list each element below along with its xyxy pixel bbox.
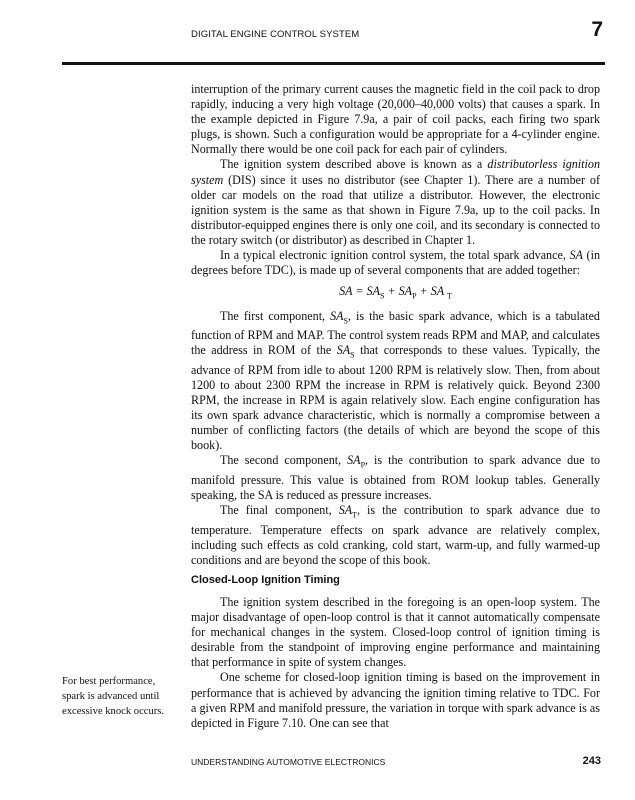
header-rule (62, 62, 605, 65)
section-heading: Closed-Loop Ignition Timing (191, 573, 340, 586)
running-footer: UNDERSTANDING AUTOMOTIVE ELECTRONICS (191, 757, 386, 767)
eq-part: + SA (384, 284, 413, 299)
symbol-sub: S (350, 350, 355, 360)
eq-part: + SA (416, 284, 447, 299)
symbol-sa: SA (330, 308, 344, 323)
spark-advance-equation (191, 284, 600, 304)
text-run: , is the contribution to spark advance due to temperature. Temperature effects on spark advance are relatively complex, including such effects as cold cranking, cold start, warm-up, and fully warmed-up conditions and are beyond the scope of this book. (191, 503, 600, 567)
text-run: that corresponds to these values. Typically, the advance of RPM from idle to about 1200 RPM is relatively slow. Then, from about 1200 to about 2300 RPM the increase in RPM is relatively quick. Beyond 2300 RPM, the increase in RPM is again relatively slow. Each engine configuration has its own spark advance characteristic, which is normally a compromise between a number of conflicting factors (the details of which are beyond the scope of this book). (191, 343, 600, 453)
text-run: The final component, (220, 503, 339, 518)
paragraph (191, 309, 600, 454)
running-header: DIGITAL ENGINE CONTROL SYSTEM (191, 29, 360, 40)
symbol-sub: S (343, 316, 348, 326)
term-distributorless-ignition: distributorless ignition system (191, 157, 600, 187)
symbol-sub: P (360, 460, 366, 470)
eq-sub: S (379, 291, 385, 301)
paragraph (191, 157, 600, 248)
symbol-sub: T (352, 510, 358, 520)
paragraph (191, 248, 600, 278)
text-run: , is the basic spark advance, which is a tabulated function of RPM and MAP. The control system reads RPM and MAP, and calculates the address in ROM of the (191, 308, 600, 358)
symbol-sa: SA (569, 248, 583, 263)
paragraph (191, 453, 600, 503)
symbol-sa: SA (347, 453, 361, 468)
symbol-sa: SA (336, 343, 351, 358)
text-run: The second component, (220, 453, 348, 468)
eq-part: SA = SA (339, 284, 380, 299)
text-run: (in degrees before TDC), is made up of several components that are added together: (191, 248, 600, 278)
text-run: In a typical electronic ignition control system, the total spark advance, (220, 248, 570, 263)
text-run: , is the contribution to spark advance due to manifold pressure. This value is obtained from ROM lookup tables. Generally speaking, the SA is reduced as pressure increases. (191, 453, 600, 502)
paragraph: interruption of the primary current causes the magnetic field in the coil pack to drop rapidly, inducing a very high voltage (20,000–40,000 volts) that causes a spark. In the example depicted in Figure 7.9a, a pair of coil packs, each firing two spark plugs, is shown. Such a configuration would be appropriate for a 4-cylinder engine. Normally there would be one coil pack for each pair of cylinders. (191, 82, 600, 157)
eq-sub: P (412, 291, 417, 301)
page-number: 243 (582, 755, 601, 767)
paragraph: One scheme for closed-loop ignition timing is based on the improvement in performance that is achieved by advancing the ignition timing relative to TDC. For a given RPM and manifold pressure, the variation in torque with spark advance is as depicted in Figure 7.10. One can see that (191, 670, 600, 730)
eq-sub: T (446, 291, 452, 301)
paragraph (191, 503, 600, 568)
paragraph: The ignition system described in the foregoing is an open-loop system. The major disadvantage of open-loop control is that it cannot automatically compensate for mechanical changes in the system. Closed-loop control of ignition timing is desirable from the standpoint of improving engine performance and maintaining that performance in spite of system changes. (191, 594, 600, 670)
body-text (191, 82, 600, 731)
margin-note: For best performance, spark is advanced until excessive knock occurs. (62, 676, 165, 717)
chapter-number: 7 (591, 18, 603, 41)
text-run: (DIS) since it uses no distributor (see Chapter 1). There are a number of older car models on the road that utilize a distributor. However, the electronic ignition system is the same as that shown in Figure 7.9a, up to the coil packs. In distributor-equipped engines there is only one coil, and its secondary is connected to the rotary switch (or distributor) as described in Chapter 1. (191, 172, 600, 247)
text-run: The ignition system described above is known as a (220, 157, 488, 172)
text-run: The first component, (220, 308, 331, 323)
symbol-sa: SA (338, 503, 353, 518)
